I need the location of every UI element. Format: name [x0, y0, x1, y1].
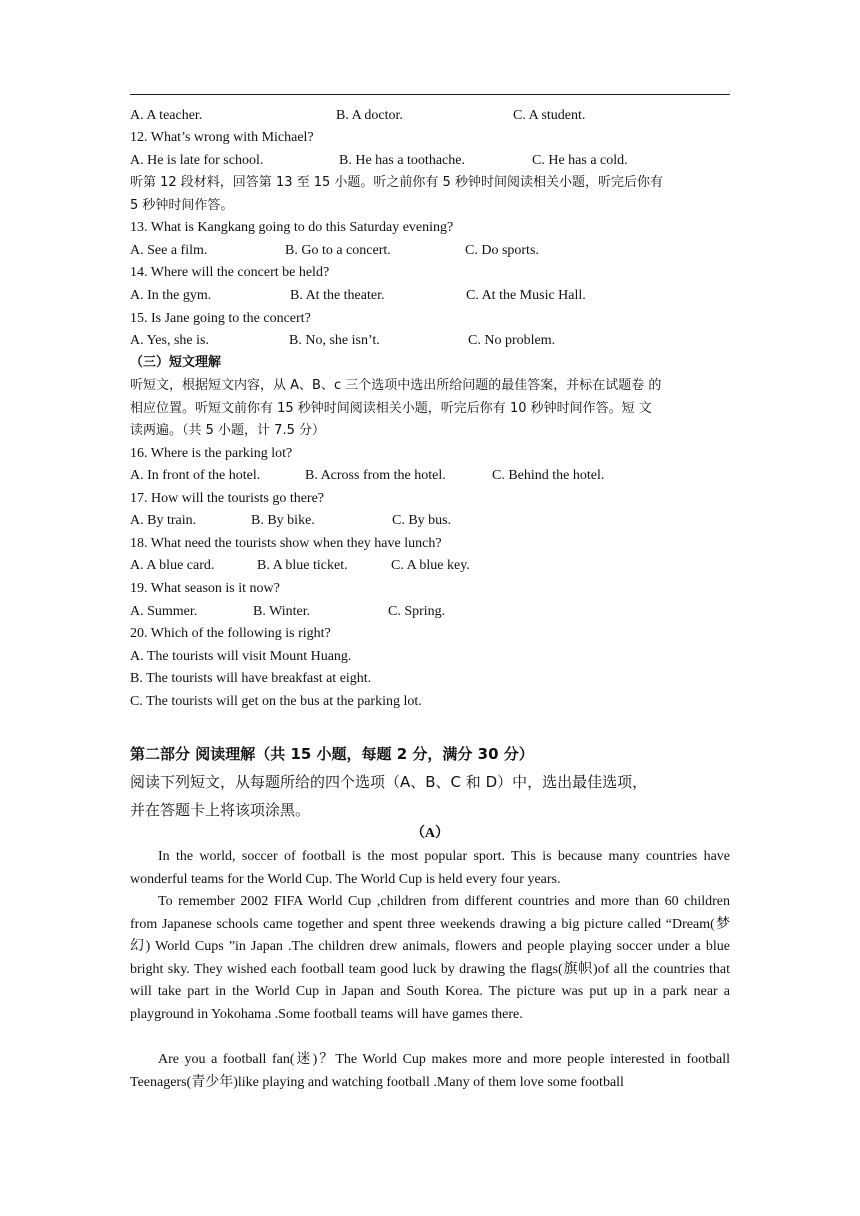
passage-paragraph-2	[130, 891, 730, 1026]
option-a: A. A blue card.	[130, 558, 215, 573]
q20-option-c: C. The tourists will get on the bus at the parking lot.	[130, 694, 422, 709]
option-a: A. See a film.	[130, 243, 208, 258]
q17-question: 17. How will the tourists go there?	[130, 491, 325, 506]
q15-question: 15. Is Jane going to the concert?	[130, 311, 311, 326]
q18-question: 18. What need the tourists show when they have lunch?	[130, 536, 442, 551]
paragraph-text: To remember 2002 FIFA World Cup ,children from different countries and more than 60 children from Japanese schools came together and spent three weekends drawing a big picture called “Dream(梦幻) World Cups ”in Japan .The children drew animals, flowers and people playing soccer under a blue bright sky. They wished each football team good luck by drawing the flags(旗帜)of all the countries that will take part in the World Cup in Japan and South Korea. The picture was put up in a park near a playground in Yokohama .Some football teams will have games there.	[130, 894, 730, 1022]
q19-question: 19. What season is it now?	[130, 581, 280, 596]
section-title: （三）短文理解	[130, 355, 222, 370]
q14-question: 14. Where will the concert be held?	[130, 265, 330, 280]
header-rule	[130, 94, 730, 95]
paragraph-text: In the world, soccer of football is the most popular sport. This is because many countries have wonderful teams for the World Cup. The World Cup is held every four years.	[130, 849, 730, 887]
q20-question: 20. Which of the following is right?	[130, 626, 331, 641]
instruction-line: 听第 12 段材料，回答第 13 至 15 小题。听之前你有 5 秒钟时间阅读相关小题，听完后你有	[130, 175, 663, 190]
option-c: C. Do sports.	[465, 243, 539, 258]
part2-instruction: 并在答题卡上将该项涂黑。	[130, 801, 311, 819]
passage-paragraph-1	[130, 846, 730, 891]
option-c: C. Spring.	[388, 604, 446, 619]
option-c: C. By bus.	[392, 513, 452, 528]
part2-title: 第二部分 阅读理解（共 15 小题，每题 2 分，满分 30 分）	[130, 745, 534, 763]
passage-label: （A）	[410, 826, 450, 841]
option-a: A. A teacher.	[130, 108, 203, 123]
passage-paragraph-3	[130, 1049, 730, 1094]
instruction-line: 听短文，根据短文内容，从 A、B、c 三个选项中选出所给问题的最佳答案，并标在试题卷 的	[130, 378, 662, 393]
option-a: A. By train.	[130, 513, 197, 528]
option-c: C. No problem.	[468, 333, 556, 348]
option-a: A. He is late for school.	[130, 153, 264, 168]
instruction-line: 相应位置。听短文前你有 15 秒钟时间阅读相关小题，听完后你有 10 秒钟时间作答。短 文	[130, 401, 652, 416]
q16-question: 16. Where is the parking lot?	[130, 446, 293, 461]
option-a: A. In the gym.	[130, 288, 212, 303]
option-c: C. He has a cold.	[532, 153, 628, 168]
option-c: C. Behind the hotel.	[492, 468, 605, 483]
option-a: A. Summer.	[130, 604, 198, 619]
option-b: B. No, she isn’t.	[289, 333, 380, 348]
option-b: B. Winter.	[253, 604, 311, 619]
q20-option-b: B. The tourists will have breakfast at eight.	[130, 671, 372, 686]
option-c: C. A blue key.	[391, 558, 470, 573]
option-a: A. Yes, she is.	[130, 333, 209, 348]
option-b: B. Go to a concert.	[285, 243, 391, 258]
part2-instruction: 阅读下列短文，从每题所给的四个选项（A、B、C 和 D）中，选出最佳选项，	[130, 773, 648, 791]
option-b: B. A doctor.	[336, 108, 403, 123]
q20-option-a: A. The tourists will visit Mount Huang.	[130, 649, 352, 664]
option-a: A. In front of the hotel.	[130, 468, 261, 483]
option-b: B. A blue ticket.	[257, 558, 348, 573]
option-b: B. By bike.	[251, 513, 315, 528]
option-b: B. He has a toothache.	[339, 153, 465, 168]
instruction-line: 读两遍。（共 5 小题，计 7.5 分）	[130, 423, 325, 438]
paragraph-text: Are you a football fan(迷)？The World Cup makes more and more people interested in football Teenagers(青少年)like playing and watching football .Many of them love some football	[130, 1052, 730, 1090]
option-c: C. At the Music Hall.	[466, 288, 586, 303]
option-b: B. Across from the hotel.	[305, 468, 446, 483]
option-b: B. At the theater.	[290, 288, 385, 303]
option-c: C. A student.	[513, 108, 586, 123]
q12-question: 12. What’s wrong with Michael?	[130, 130, 314, 145]
q13-question: 13. What is Kangkang going to do this Saturday evening?	[130, 220, 454, 235]
instruction-line: 5 秒钟时间作答。	[130, 198, 234, 213]
